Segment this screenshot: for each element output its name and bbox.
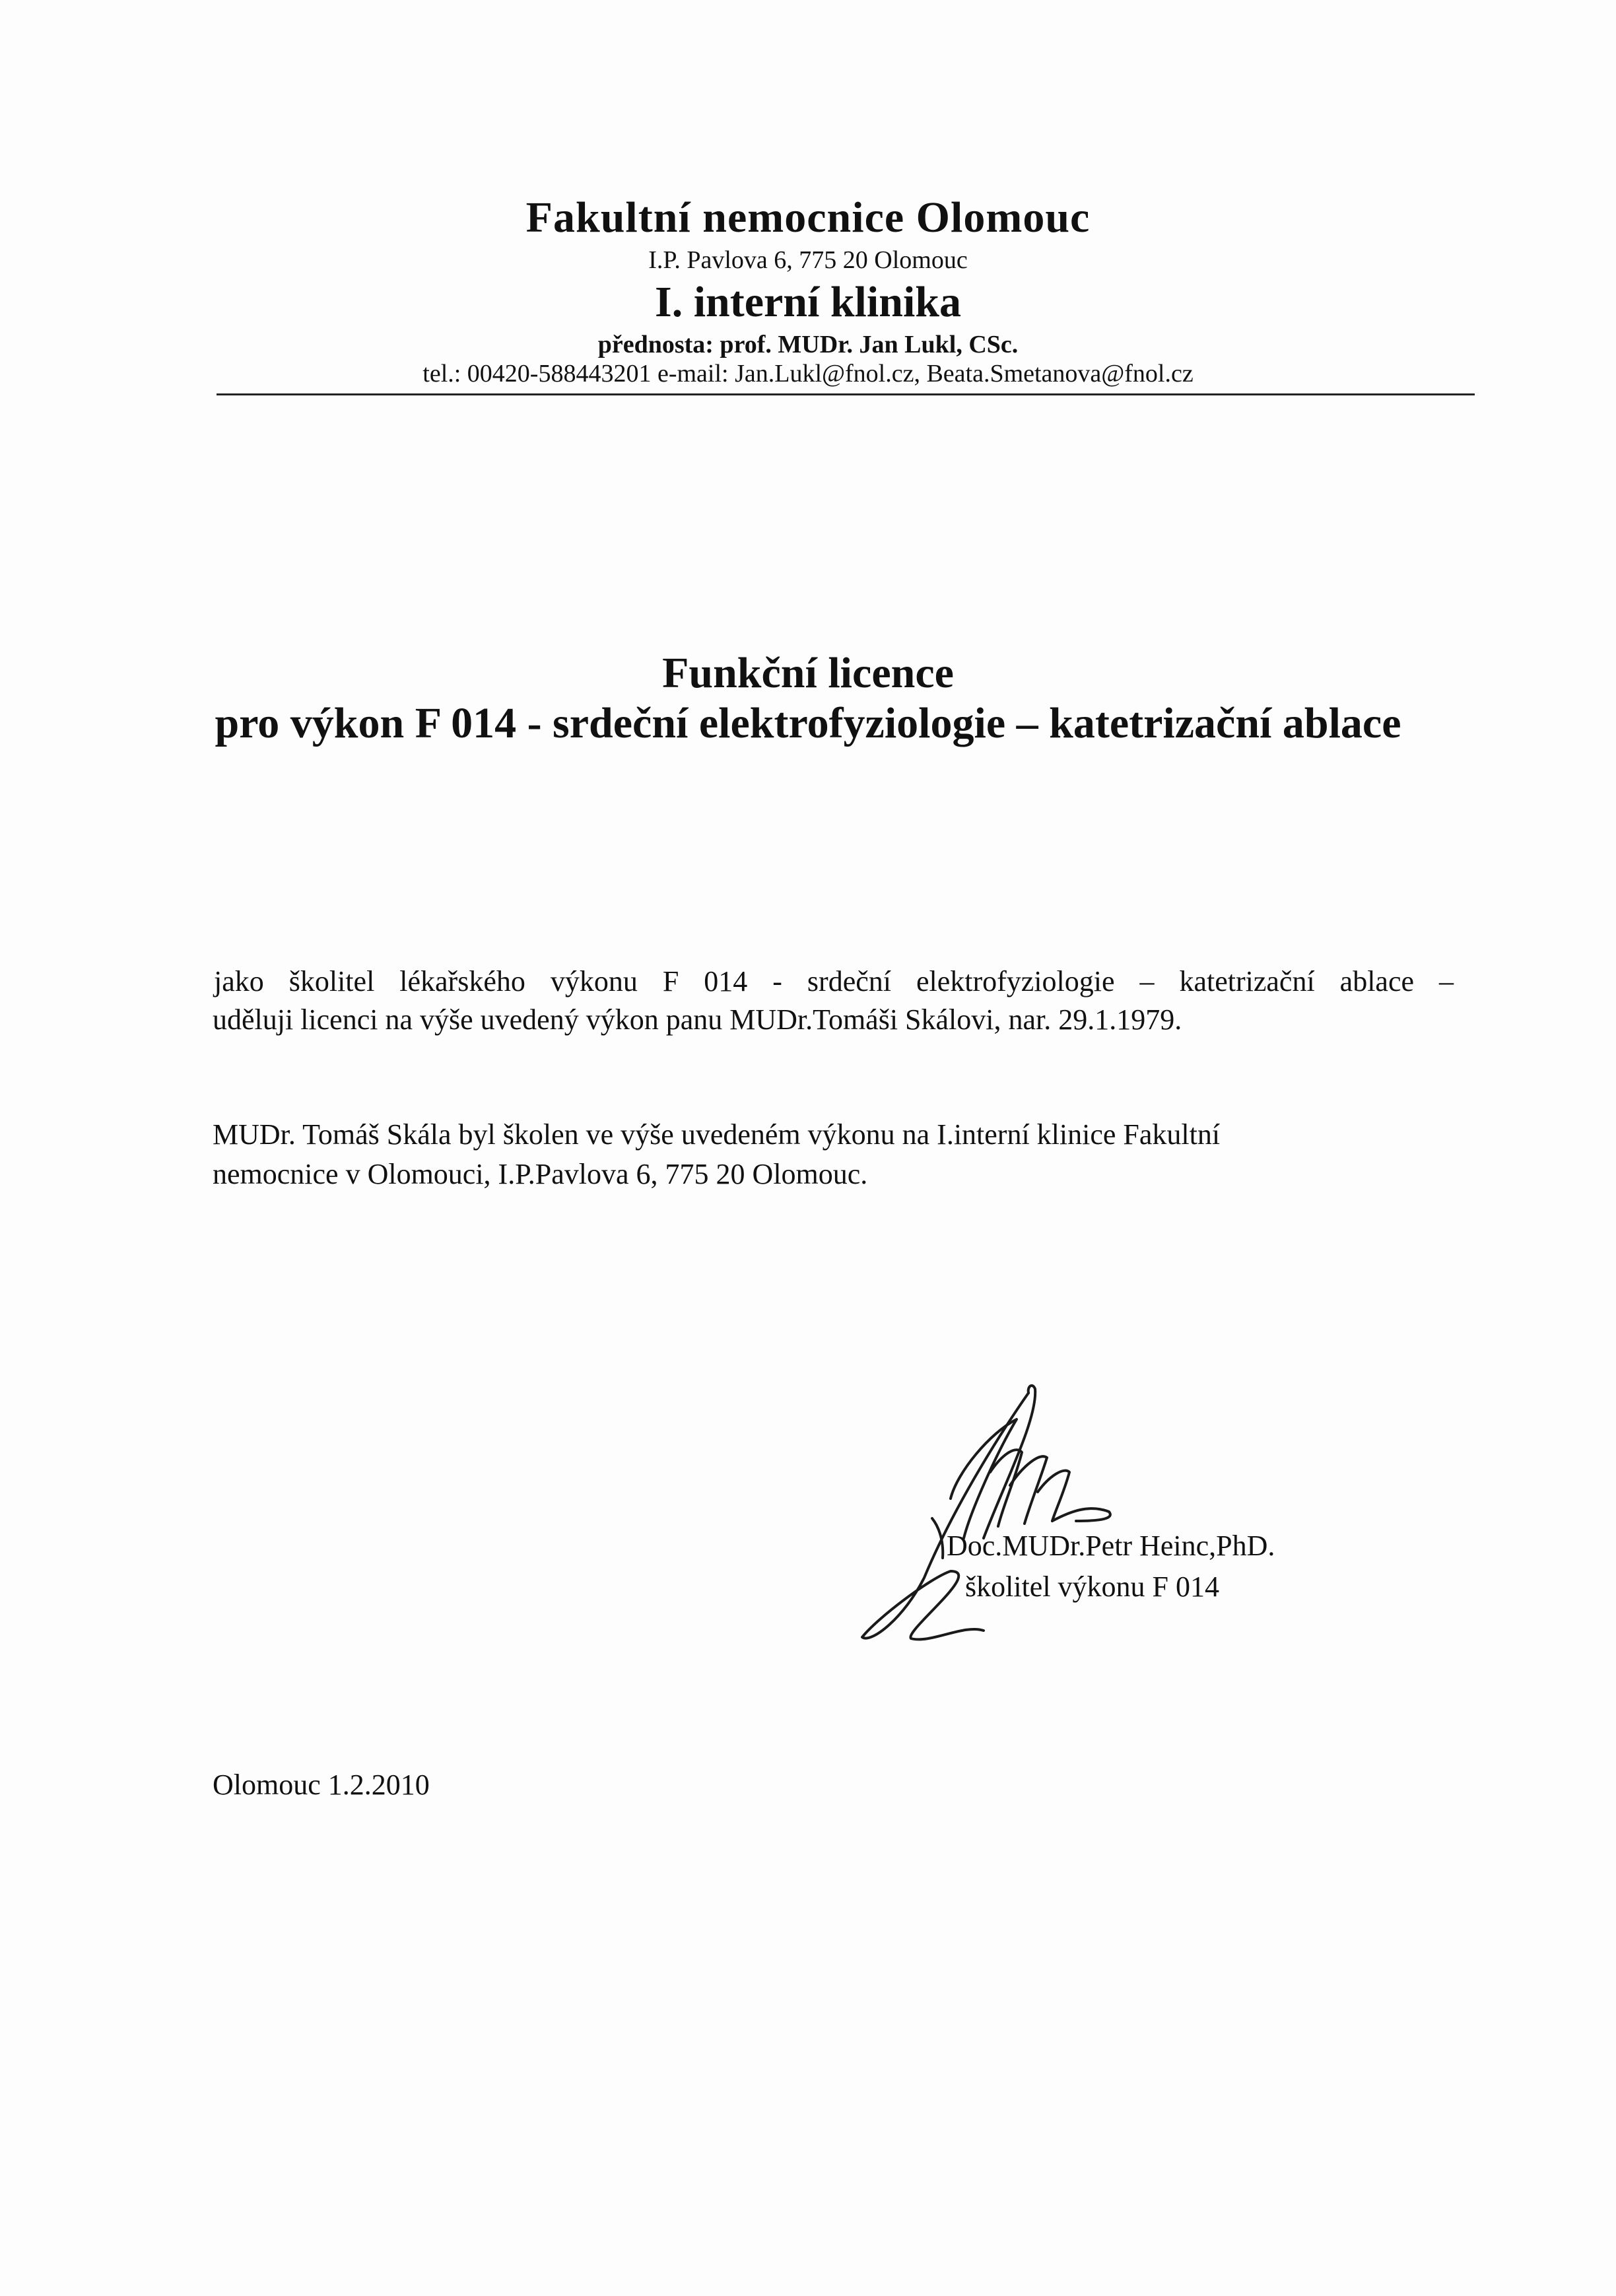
document-title: Funkční licence bbox=[662, 649, 954, 697]
handwritten-signature bbox=[852, 1380, 1380, 1664]
signer-role: školitel výkonu F 014 bbox=[965, 1570, 1220, 1603]
hospital-name: Fakultní nemocnice Olomouc bbox=[525, 193, 1091, 242]
paragraph-2-line-2: nemocnice v Olomouci, I.P.Pavlova 6, 775 20 Olomouc. bbox=[213, 1158, 868, 1190]
signature-block bbox=[852, 1380, 1380, 1664]
document-subtitle: pro výkon F 014 - srdeční elektrofyziologie – katetrizační ablace bbox=[215, 699, 1401, 747]
clinic-name: I. interní klinika bbox=[655, 278, 961, 326]
paragraph-1-line-1: jako školitel lékařského výkonu F 014 - srdeční elektrofyziologie – katetrizační ablace – bbox=[214, 965, 1454, 997]
paragraph-1-line-2: uděluji licenci na výše uvedený výkon panu MUDr.Tomáši Skálovi, nar. 29.1.1979. bbox=[213, 1003, 1182, 1036]
clinic-head: přednosta: prof. MUDr. Jan Lukl, CSc. bbox=[597, 331, 1019, 358]
place-and-date: Olomouc 1.2.2010 bbox=[213, 1769, 430, 1801]
clinic-contact: tel.: 00420-588443201 e-mail: Jan.Lukl@fnol.cz, Beata.Smetanova@fnol.cz bbox=[422, 360, 1194, 388]
header-divider bbox=[217, 393, 1475, 395]
signer-name: Doc.MUDr.Petr Heinc,PhD. bbox=[947, 1530, 1275, 1562]
hospital-address: I.P. Pavlova 6, 775 20 Olomouc bbox=[648, 246, 968, 274]
paragraph-2-line-1: MUDr. Tomáš Skála byl školen ve výše uvedeném výkonu na I.interní klinice Fakultní bbox=[213, 1118, 1221, 1151]
